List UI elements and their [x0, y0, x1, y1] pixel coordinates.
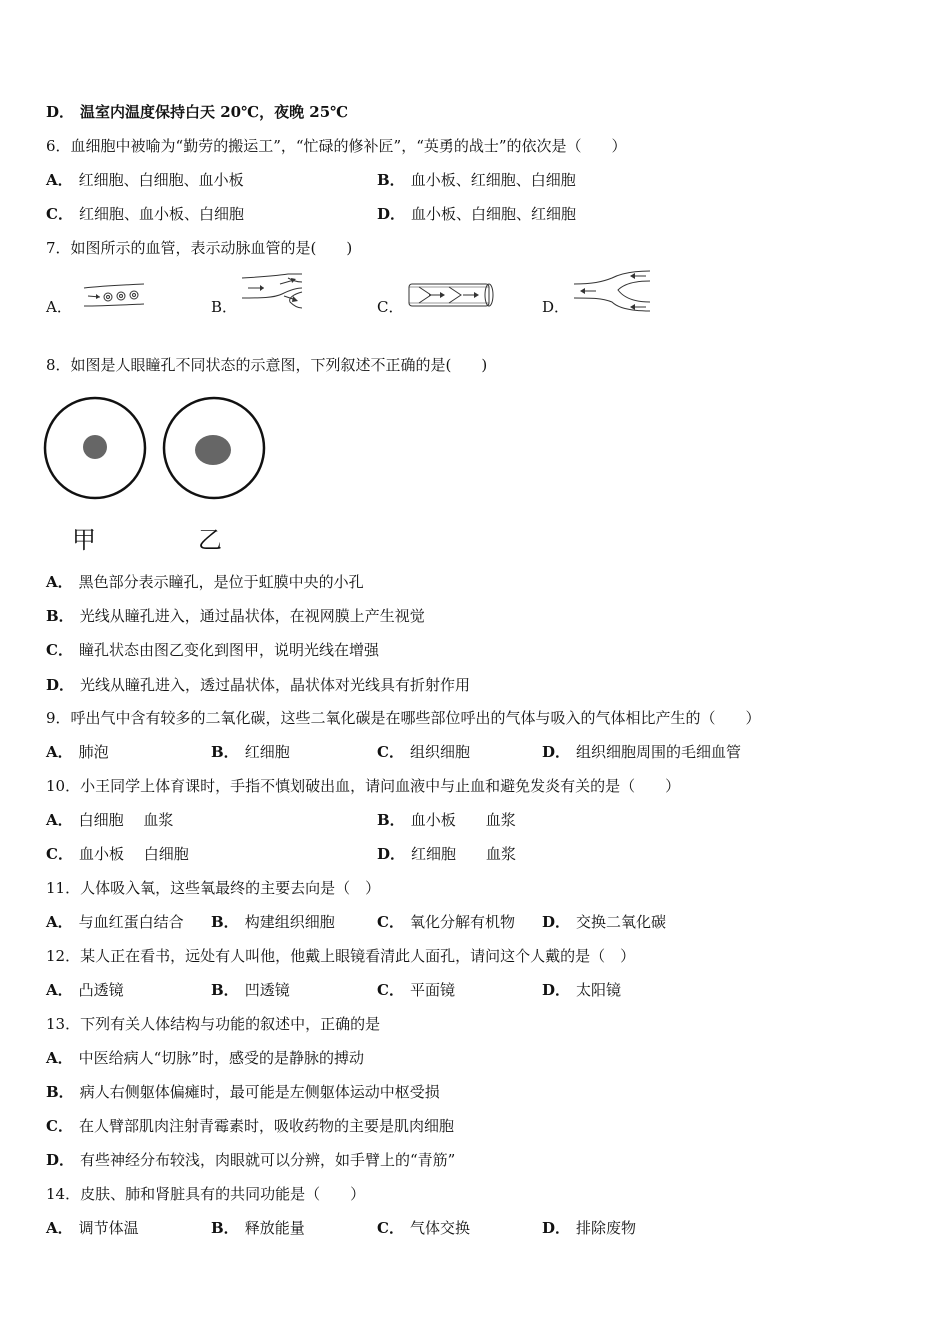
option-label: B．	[46, 607, 74, 625]
q12-option-c	[377, 980, 455, 1000]
vessel-b-figure	[240, 272, 306, 312]
q11-stem: 11．人体吸入氧，这些氧最终的主要去向是（ ）	[46, 879, 381, 897]
q7-stem: 7．如图所示的血管，表示动脉血管的是( )	[46, 239, 353, 257]
q13-stem: 13．下列有关人体结构与功能的叙述中，正确的是	[46, 1015, 381, 1033]
fig-label-jia: 甲	[72, 526, 96, 554]
option-label: C．	[377, 743, 404, 761]
option-label: B．	[377, 811, 405, 829]
q8-option-a	[46, 572, 364, 592]
q7-option-d-label: D．	[542, 298, 570, 316]
q6-option-b	[377, 170, 576, 190]
q8-option-d	[46, 675, 470, 695]
option-label: D．	[46, 1151, 75, 1169]
option-text: 肺泡	[78, 743, 109, 761]
q13-option-c	[46, 1116, 454, 1136]
option-label: D．	[46, 103, 75, 121]
q12-option-a	[46, 980, 124, 1000]
option-label: D．	[542, 1219, 571, 1237]
option-text: 调节体温	[78, 1219, 139, 1237]
option-text: 红细胞	[244, 743, 290, 761]
q12-stem: 12．某人正在看书，远处有人叫他，他戴上眼镜看清此人面孔，请问这个人戴的是（ ）	[46, 947, 636, 965]
option-label: D．	[542, 981, 571, 999]
q14-option-a	[46, 1218, 139, 1238]
q7-option-b-label: B．	[211, 298, 238, 316]
pupil-figure	[43, 396, 269, 502]
q13-option-b	[46, 1082, 440, 1102]
q11-option-b	[211, 912, 335, 932]
option-label: C．	[46, 1117, 73, 1135]
option-label: B．	[46, 1083, 74, 1101]
q10-option-a	[46, 810, 173, 830]
vessel-c-figure	[407, 281, 495, 311]
q11-option-d	[542, 912, 666, 932]
option-text: 病人右侧躯体偏瘫时，最可能是左侧躯体运动中枢受损	[79, 1083, 440, 1101]
pupil-jia	[83, 435, 107, 459]
option-text: 构建组织细胞	[244, 913, 335, 931]
q10-option-c	[46, 844, 189, 864]
q7-option-c-label: C．	[377, 298, 404, 316]
vessel-d-figure	[572, 268, 652, 314]
option-label: B．	[211, 743, 239, 761]
option-text: 血小板 血浆	[410, 811, 516, 829]
q8-option-b	[46, 606, 425, 626]
q6-option-a	[46, 170, 244, 190]
option-text: 平面镜	[409, 981, 455, 999]
q6-option-c	[46, 204, 244, 224]
option-label: A．	[46, 171, 73, 189]
option-text: 太阳镜	[576, 981, 622, 999]
option-text: 排除废物	[576, 1219, 637, 1237]
q7-option-a-label: A．	[46, 298, 72, 316]
q14-option-b	[211, 1218, 305, 1238]
q11-option-c	[377, 912, 515, 932]
option-label: B．	[211, 1219, 239, 1237]
option-text: 中医给病人“切脉”时，感受的是静脉的搏动	[78, 1049, 364, 1067]
q12-option-d	[542, 980, 621, 1000]
option-label: B．	[211, 913, 239, 931]
option-label: C．	[46, 845, 73, 863]
option-text: 组织细胞周围的毛细血管	[576, 743, 742, 761]
option-label: C．	[377, 1219, 404, 1237]
q14-stem: 14．皮肤、肺和肾脏具有的共同功能是（ ）	[46, 1185, 366, 1203]
q9-stem: 9．呼出气中含有较多的二氧化碳，这些二氧化碳是在哪些部位呼出的气体与吸入的气体相比产生的（ ）	[46, 709, 761, 727]
option-label: B．	[377, 171, 405, 189]
option-text: 凹透镜	[244, 981, 290, 999]
option-text: 血小板 白细胞	[78, 845, 189, 863]
option-text: 光线从瞳孔进入，通过晶状体，在视网膜上产生视觉	[79, 607, 425, 625]
q5-option-d	[46, 102, 348, 122]
option-label: A．	[46, 573, 73, 591]
option-text: 光线从瞳孔进入，透过晶状体，晶状体对光线具有折射作用	[80, 676, 471, 694]
q10-stem: 10．小王同学上体育课时，手指不慎划破出血，请问血液中与止血和避免发炎有关的是（ ）	[46, 777, 681, 795]
q13-option-a	[46, 1048, 364, 1068]
q11-option-a	[46, 912, 184, 932]
option-text: 有些神经分布较浅，肉眼就可以分辨，如手臂上的“青筋”	[80, 1151, 456, 1169]
option-text: 红细胞 血浆	[411, 845, 517, 863]
option-label: C．	[377, 913, 404, 931]
q9-option-a	[46, 742, 109, 762]
option-label: D．	[46, 676, 75, 694]
pupil-yi	[195, 435, 231, 465]
option-text: 白细胞 血浆	[78, 811, 174, 829]
option-text: 组织细胞	[409, 743, 470, 761]
option-text: 温室内温度保持白天 20℃，夜晚 25℃	[80, 103, 349, 121]
option-text: 凸透镜	[78, 981, 124, 999]
option-text: 瞳孔状态由图乙变化到图甲，说明光线在增强	[78, 641, 379, 659]
option-text: 释放能量	[244, 1219, 305, 1237]
option-label: C．	[46, 641, 73, 659]
q9-option-d	[542, 742, 741, 762]
q8-option-c	[46, 640, 379, 660]
q6-stem: 6．血细胞中被喻为“勤劳的搬运工”，“忙碌的修补匠”，“英勇的战士”的依次是（ ）	[46, 137, 627, 155]
q10-option-b	[377, 810, 516, 830]
option-text: 在人臂部肌肉注射青霉素时，吸收药物的主要是肌肉细胞	[78, 1117, 454, 1135]
q13-option-d	[46, 1150, 455, 1170]
q9-option-b	[211, 742, 290, 762]
q12-option-b	[211, 980, 290, 1000]
q10-option-d	[377, 844, 516, 864]
option-label: D．	[542, 743, 571, 761]
option-label: C．	[46, 205, 73, 223]
q9-option-c	[377, 742, 470, 762]
option-label: D．	[542, 913, 571, 931]
option-text: 血小板、红细胞、白细胞	[410, 171, 576, 189]
option-label: D．	[377, 845, 406, 863]
vessel-a-figure	[82, 282, 146, 310]
option-label: A．	[46, 743, 73, 761]
option-label: A．	[46, 811, 73, 829]
option-text: 黑色部分表示瞳孔，是位于虹膜中央的小孔	[78, 573, 364, 591]
option-text: 交换二氧化碳	[576, 913, 667, 931]
option-label: A．	[46, 1049, 73, 1067]
option-label: A．	[46, 1219, 73, 1237]
q14-option-c	[377, 1218, 470, 1238]
option-text: 与血红蛋白结合	[78, 913, 184, 931]
fig-label-yi: 乙	[198, 526, 222, 554]
q14-option-d	[542, 1218, 636, 1238]
option-label: B．	[211, 981, 239, 999]
option-text: 氧化分解有机物	[409, 913, 515, 931]
option-text: 红细胞、血小板、白细胞	[78, 205, 244, 223]
option-text: 气体交换	[409, 1219, 470, 1237]
option-label: A．	[46, 981, 73, 999]
option-label: D．	[377, 205, 406, 223]
q8-stem: 8．如图是人眼瞳孔不同状态的示意图，下列叙述不正确的是( )	[46, 356, 488, 374]
option-label: A．	[46, 913, 73, 931]
option-text: 血小板、白细胞、红细胞	[411, 205, 577, 223]
option-label: C．	[377, 981, 404, 999]
option-text: 红细胞、白细胞、血小板	[78, 171, 244, 189]
q6-option-d	[377, 204, 576, 224]
